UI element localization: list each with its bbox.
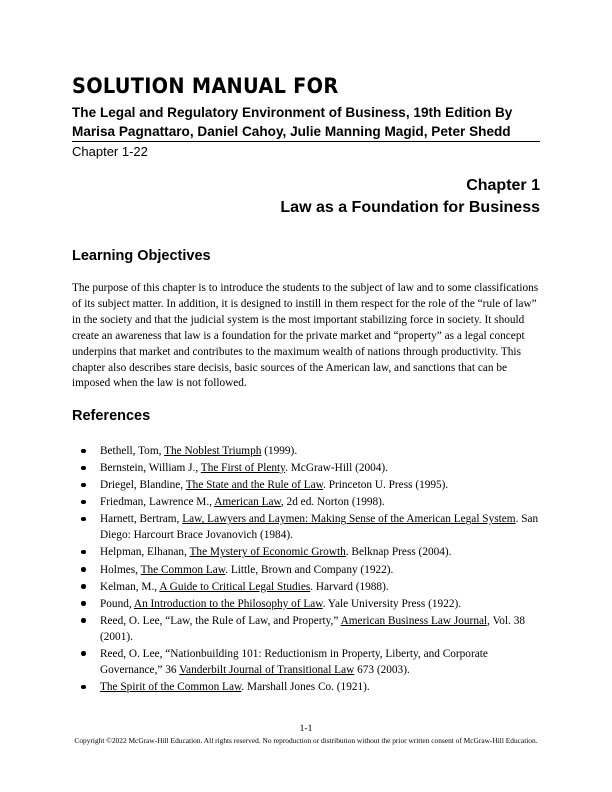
reference-title: The Common Law — [140, 563, 226, 576]
reference-title: A Guide to Critical Legal Studies — [159, 580, 311, 593]
reference-title: The Noblest Triumph — [164, 445, 262, 457]
reference-details: . Princeton U. Press (1995). — [323, 479, 449, 492]
reference-details: . Harvard (1988). — [310, 580, 389, 593]
learning-objectives-heading: Learning Objectives — [72, 248, 211, 264]
bullet-icon — [81, 618, 86, 623]
bullet-icon — [81, 651, 86, 656]
references-heading: References — [72, 408, 151, 424]
reference-details: . McGraw-Hill (2004). — [285, 462, 389, 475]
reference-details: . Little, Brown and Company (1922). — [225, 563, 394, 576]
reference-item — [72, 443, 546, 459]
bullet-icon — [81, 500, 86, 505]
reference-item — [72, 460, 546, 476]
reference-details: , 2d ed. Norton (1998). — [280, 496, 385, 509]
bullet-icon — [81, 449, 86, 454]
bullet-icon — [81, 601, 86, 606]
reference-details: . Belknap Press (2004). — [345, 546, 452, 559]
reference-item — [72, 579, 546, 595]
reference-author: Kelman, M., — [100, 580, 160, 593]
reference-item — [72, 477, 546, 493]
chapter-range: Chapter 1-22 — [72, 144, 148, 159]
reference-item — [72, 596, 546, 612]
reference-author: Bernstein, William J., — [100, 462, 201, 475]
reference-author: Holmes, — [100, 563, 141, 576]
reference-item — [72, 679, 546, 695]
reference-details: 673 (2003). — [354, 663, 410, 676]
chapter-number: Chapter 1 — [466, 177, 540, 194]
reference-author: Friedman, Lawrence M., — [100, 496, 215, 509]
header-divider — [72, 141, 540, 142]
reference-item — [72, 613, 546, 645]
reference-details: (1999). — [261, 445, 298, 457]
learning-objectives-paragraph: The purpose of this chapter is to introduce the students to the subject of law and to some classifications of its subject matter. In addition, it is designed to instill in them respect for the role of the “rule of law” in the society and that the judicial system is the most important stabilizing force in society. It should create an awareness that law is a foundation for the private market and “property” as a legal concept underpins that market and contributes to the maximum wealth of nations through productivity. This chapter also describes stare decisis, basic sources of the American law, and sanctions that can be imposed when the law is not followed. — [72, 282, 539, 390]
reference-item — [72, 646, 546, 678]
copyright-notice: Copyright ©2022 McGraw-Hill Education. All rights reserved. No reproduction or distribution without the prior written consent of McGraw-Hill Education. — [74, 736, 538, 745]
references-list — [72, 443, 546, 696]
page-number: 1-1 — [299, 724, 313, 734]
reference-author: Reed, O. Lee, “Nationbuilding 101: Reductionism in Property, Liberty, and Corporate Governance,” 36 — [100, 647, 488, 676]
bullet-icon — [81, 483, 86, 488]
reference-item — [72, 544, 546, 560]
reference-details: . Marshall Jones Co. (1921). — [241, 681, 370, 694]
chapter-title: Law as a Foundation for Business — [280, 199, 540, 216]
reference-author: Reed, O. Lee, “Law, the Rule of Law, and Property,” — [100, 614, 341, 627]
reference-author: Driegel, Blandine, — [100, 479, 186, 492]
reference-title: American Business Law Journal — [340, 614, 488, 627]
bullet-icon — [81, 685, 86, 690]
bullet-icon — [81, 567, 86, 572]
reference-author: Helpman, Elhanan, — [100, 546, 190, 559]
reference-details: . San Diego: Harcourt Brace Jovanovich (1984). — [100, 513, 539, 542]
bullet-icon — [81, 550, 86, 555]
reference-author: Pound, — [100, 597, 134, 610]
bullet-icon — [81, 517, 86, 522]
reference-title: An Introduction to the Philosophy of Law — [133, 597, 323, 610]
reference-item — [72, 494, 546, 510]
reference-title: The Spirit of the Common Law — [100, 681, 242, 694]
reference-title: American Law — [214, 496, 281, 509]
reference-item — [72, 562, 546, 578]
reference-author: Harnett, Bertram, — [100, 513, 183, 526]
reference-title: The State and the Rule of Law — [185, 479, 324, 492]
reference-title: The Mystery of Economic Growth — [189, 546, 346, 559]
reference-title: Law, Lawyers and Laymen: Making Sense of the American Legal System — [182, 513, 516, 526]
reference-title: Vanderbilt Journal of Transitional Law — [179, 663, 355, 676]
bullet-icon — [81, 584, 86, 589]
reference-details: , Vol. 38 (2001). — [100, 614, 526, 643]
book-title: The Legal and Regulatory Environment of Business, 19th Edition By Marisa Pagnattaro, Daniel Cahoy, Julie Manning Magid, Peter Shedd — [72, 105, 513, 139]
solution-manual-banner: SOLUTION MANUAL FOR — [72, 74, 339, 98]
reference-title: The First of Plenty — [200, 462, 286, 475]
reference-author: Bethell, Tom, — [100, 445, 165, 457]
reference-item — [72, 511, 546, 543]
bullet-icon — [81, 466, 86, 471]
reference-details: . Yale University Press (1922). — [322, 597, 462, 610]
